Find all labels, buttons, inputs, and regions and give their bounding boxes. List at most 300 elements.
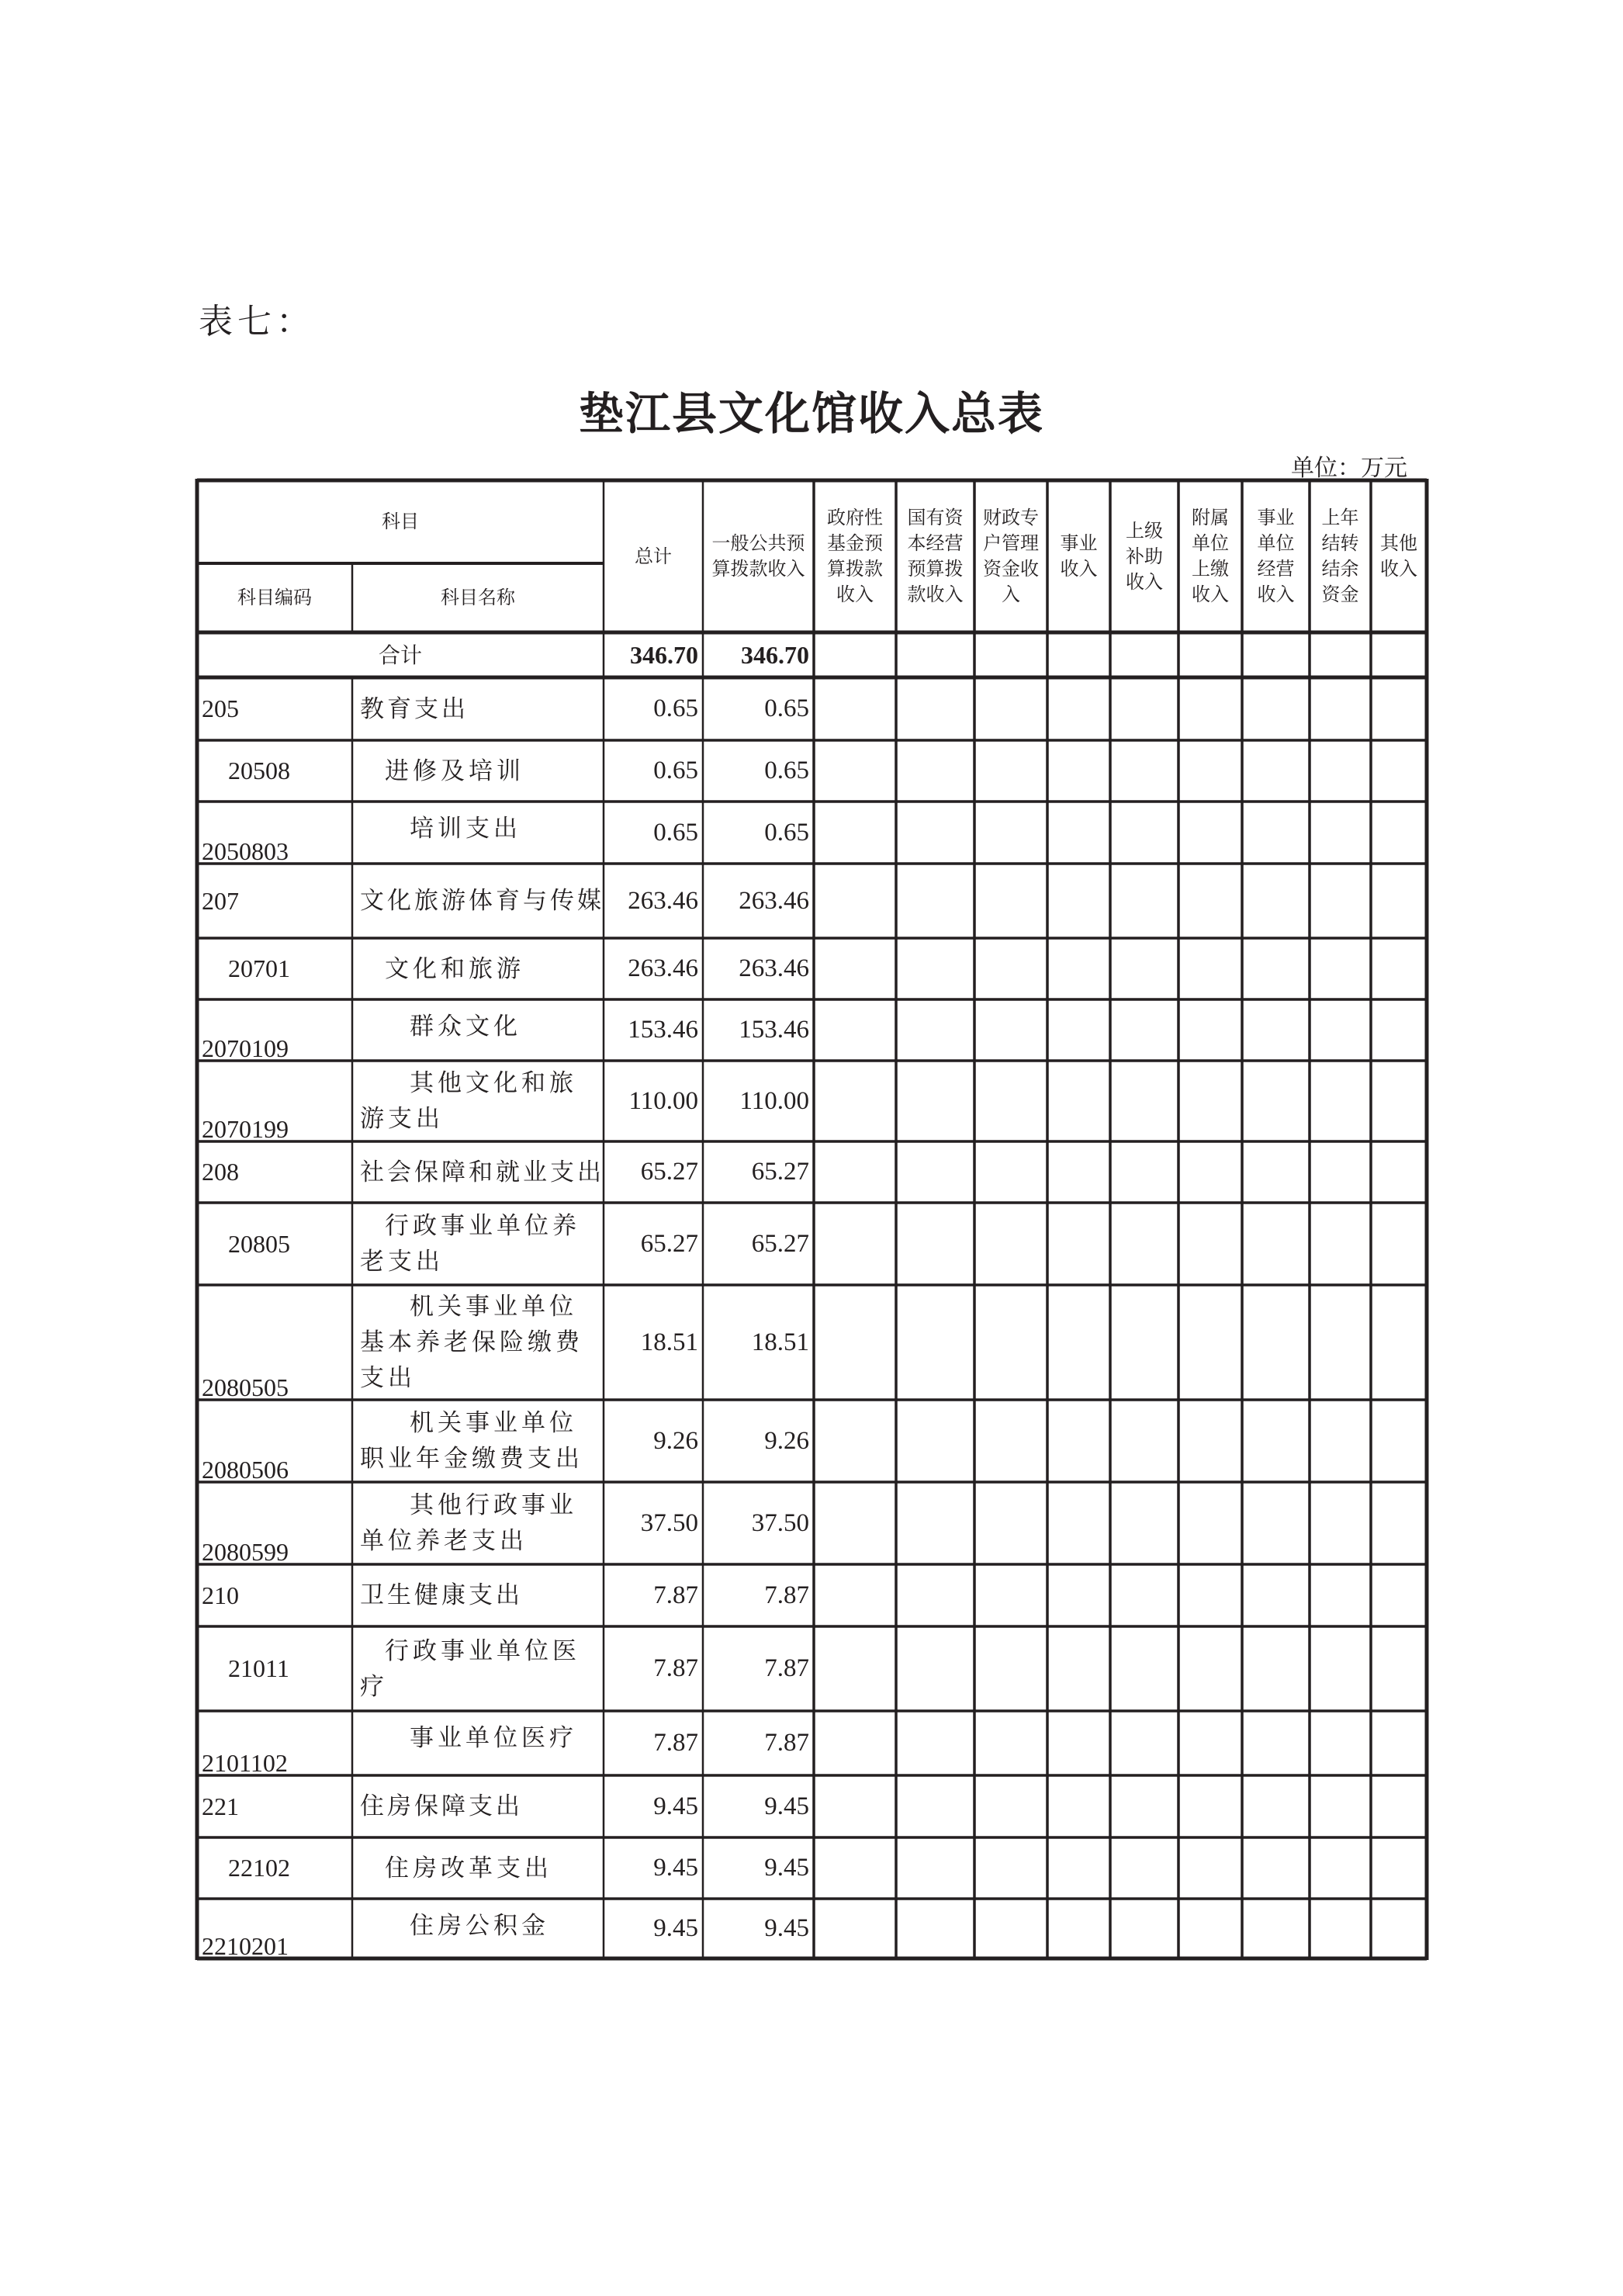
general-budget-value: 7.87 [764,1581,809,1609]
total-value: 153.46 [628,1016,698,1044]
total-value: 18.51 [640,1328,698,1356]
subject-code: 2080505 [202,1373,289,1401]
subject-name-cell [352,1626,604,1711]
total-value: 9.26 [653,1426,698,1455]
empty-cell [1310,1482,1371,1564]
general-budget-value: 0.65 [764,757,809,784]
empty-cell [814,1400,896,1482]
subject-name-cell [352,1400,604,1482]
header-column-label [635,544,672,570]
subject-name-line: 培训支出 [410,815,521,843]
empty-cell [814,632,896,677]
header-column [1371,480,1427,632]
empty-cell [896,1285,974,1400]
empty-cell [974,632,1047,677]
empty-cell [814,1711,896,1775]
total-label: 合计 [378,642,422,668]
empty-cell [1178,1061,1242,1141]
total-value: 9.45 [653,1914,698,1942]
empty-cell [974,802,1047,864]
empty-cell [814,1564,896,1626]
empty-cell [1047,1711,1110,1775]
empty-cell [896,1564,974,1626]
empty-cell [1047,632,1110,677]
empty-cell [1242,802,1310,864]
header-column-line: 结余 [1321,558,1359,580]
header-column-label [1322,505,1359,608]
empty-cell [814,938,896,999]
empty-cell [1178,1711,1242,1775]
header-column-line: 经营 [1257,558,1295,580]
subject-name-cell [352,1482,604,1564]
empty-cell [896,1141,974,1203]
total-value: 7.87 [653,1581,698,1609]
subject-name-line: 社会保障和就业支出 [360,1158,604,1186]
header-column-line: 收入 [1257,584,1295,605]
header-column-line: 上级 [1126,519,1163,542]
empty-cell [974,1837,1047,1899]
subject-name-cell [352,802,604,864]
subject-code: 2101102 [202,1749,288,1777]
total-cell [604,802,703,864]
empty-cell [896,1775,974,1837]
empty-cell [1047,1899,1110,1958]
subject-name-cell [352,677,604,740]
empty-cell [1047,802,1110,864]
subject-code-cell [197,938,352,999]
general-budget-cell [703,1775,814,1837]
total-cell [604,1564,703,1626]
general-budget-value: 18.51 [751,1328,809,1356]
total-value: 65.27 [640,1158,698,1186]
empty-cell [814,1626,896,1711]
empty-cell [1110,677,1178,740]
total-value: 110.00 [628,1086,698,1115]
total-value: 7.87 [653,1729,698,1757]
empty-cell [1371,1626,1427,1711]
subject-name-line: 基本养老保险缴费 [360,1328,583,1356]
empty-cell [1242,1775,1310,1837]
empty-cell [1310,1626,1371,1711]
header-column-line: 预算拨 [907,558,964,580]
subject-code-cell [197,1061,352,1141]
header-column-label [827,505,883,608]
empty-cell [1371,802,1427,864]
empty-cell [896,1203,974,1285]
subject-code: 207 [202,886,239,915]
general-budget-cell [703,1285,814,1400]
empty-cell [1110,1203,1178,1285]
general-budget-value: 65.27 [751,1229,809,1258]
empty-cell [1178,1400,1242,1482]
header-column-line: 资金 [1321,584,1359,605]
subject-name-line: 支出 [360,1364,416,1392]
empty-cell [1242,740,1310,802]
header-column-line: 入 [1002,584,1020,605]
general-budget-value: 9.45 [764,1792,809,1820]
empty-cell [1178,632,1242,677]
total-row-total [604,632,703,677]
header-column-label [1192,505,1229,608]
subject-code: 22102 [228,1854,290,1882]
empty-cell [814,1837,896,1899]
empty-cell [1110,1141,1178,1203]
empty-cell [1310,677,1371,740]
empty-cell [1310,1061,1371,1141]
empty-cell [1178,1564,1242,1626]
total-value: 7.87 [653,1654,698,1682]
header-column-label [1380,531,1417,582]
header-column [1310,480,1371,632]
empty-cell [1110,938,1178,999]
total-cell [604,1711,703,1775]
subject-name-cell [352,1203,604,1285]
empty-cell [1242,1482,1310,1564]
general-budget-value: 263.46 [739,954,809,982]
header-column-line: 基金预 [827,532,883,554]
subject-code-cell [197,1775,352,1837]
empty-cell [1371,1203,1427,1285]
total-cell [604,1899,703,1958]
general-budget-cell [703,1482,814,1564]
header-column-label [983,505,1039,608]
empty-cell [1310,1400,1371,1482]
subject-code-cell [197,1626,352,1711]
header-column-line: 款收入 [907,584,964,605]
total-cell [604,740,703,802]
empty-cell [1242,1899,1310,1958]
header-column [814,480,896,632]
empty-cell [1242,632,1310,677]
header-column-label [1258,505,1295,608]
subject-name-line: 其他文化和旅 [410,1069,577,1097]
header-column-line: 单位 [1192,532,1229,554]
total-value: 263.46 [628,886,698,915]
empty-cell [1178,1141,1242,1203]
general-budget-value: 263.46 [739,886,809,915]
general-budget-cell [703,1141,814,1203]
empty-cell [1371,938,1427,999]
subject-code-cell [197,999,352,1061]
subject-code: 2050803 [202,837,289,865]
general-budget-value: 37.50 [751,1508,809,1537]
subject-name-cell [352,740,604,802]
subject-name-line: 文化旅游体育与传媒 [360,887,604,915]
subject-code: 2070199 [202,1115,289,1143]
header-column-line: 事业 [1060,532,1098,554]
empty-cell [814,1061,896,1141]
empty-cell [1047,1626,1110,1711]
general-budget-cell [703,1711,814,1775]
general-budget-value: 110.00 [739,1086,809,1115]
empty-cell [1310,802,1371,864]
empty-cell [1178,1626,1242,1711]
header-column-label [1061,531,1098,582]
general-budget-cell [703,1564,814,1626]
empty-cell [1178,864,1242,938]
subject-code-cell [197,1899,352,1958]
subject-name-line: 游支出 [360,1105,444,1133]
empty-cell [1047,1775,1110,1837]
empty-cell [896,1482,974,1564]
subject-name-cell [352,1899,604,1958]
header-column-label [712,531,805,582]
empty-cell [1047,740,1110,802]
empty-cell [1110,1711,1178,1775]
empty-cell [896,632,974,677]
empty-cell [896,1899,974,1958]
general-budget-value: 9.26 [764,1426,809,1455]
header-column-line: 补助 [1126,545,1163,567]
header-column-label [1126,518,1163,595]
empty-cell [1371,1899,1427,1958]
empty-cell [1242,999,1310,1061]
header-column-line: 收入 [1126,570,1163,593]
total-value: 0.65 [653,757,698,784]
subject-name-cell [352,1285,604,1400]
empty-cell [896,1711,974,1775]
general-budget-value: 65.27 [751,1158,809,1186]
general-budget-cell [703,802,814,864]
header-column-line: 本经营 [907,532,964,554]
subject-name-cell [352,1837,604,1899]
empty-cell [1242,864,1310,938]
empty-cell [1242,1711,1310,1775]
empty-cell [1178,677,1242,740]
header-column-line: 国有资 [907,507,964,528]
total-value: 9.45 [653,1854,698,1882]
general-budget-value: 0.65 [764,694,809,722]
general-budget-value: 153.46 [739,1016,809,1044]
empty-cell [1371,999,1427,1061]
general-budget-cell [703,1626,814,1711]
general-budget-value: 9.45 [764,1854,809,1882]
header-column [1242,480,1310,632]
empty-cell [814,802,896,864]
subject-code: 20805 [228,1229,290,1258]
empty-cell [974,1400,1047,1482]
empty-cell [1310,864,1371,938]
empty-cell [974,1564,1047,1626]
subject-code: 208 [202,1158,239,1186]
empty-cell [1047,1285,1110,1400]
empty-cell [1110,1285,1178,1400]
empty-cell [1110,632,1178,677]
empty-cell [814,1203,896,1285]
empty-cell [1371,1564,1427,1626]
empty-cell [1178,1775,1242,1837]
empty-cell [1110,1775,1178,1837]
empty-cell [1178,1482,1242,1564]
subject-code-cell [197,1285,352,1400]
subject-code-cell [197,1837,352,1899]
subject-name-line: 其他行政事业 [410,1491,577,1519]
empty-cell [1047,1203,1110,1285]
subject-code-cell [197,1141,352,1203]
subject-code: 20508 [228,757,290,784]
total-value: 346.70 [630,640,698,669]
subject-code-cell [197,864,352,938]
header-column-line: 政府性 [827,507,883,528]
subject-name-line: 职业年金缴费支出 [360,1445,583,1473]
empty-cell [1047,1061,1110,1141]
empty-cell [1178,999,1242,1061]
subject-name-line: 文化和旅游 [385,954,524,983]
empty-cell [974,864,1047,938]
subject-code: 221 [202,1792,239,1820]
subject-name-cell [352,999,604,1061]
header-column [896,480,974,632]
subject-code: 2070109 [202,1034,289,1062]
general-budget-cell [703,1203,814,1285]
empty-cell [1110,802,1178,864]
total-value: 65.27 [640,1229,698,1258]
header-subject-group [197,480,604,563]
empty-cell [896,1626,974,1711]
subject-code-cell [197,1400,352,1482]
empty-cell [1310,1141,1371,1203]
empty-cell [814,1899,896,1958]
empty-cell [974,999,1047,1061]
general-budget-value: 346.70 [741,640,809,669]
empty-cell [1371,1837,1427,1899]
subject-code-cell [197,1203,352,1285]
total-cell [604,864,703,938]
header-column-line: 收入 [1192,584,1229,605]
empty-cell [974,1899,1047,1958]
subject-code-cell [197,1482,352,1564]
subject-name-line: 住房改革支出 [385,1854,552,1882]
total-value: 263.46 [628,954,698,982]
total-cell [604,1482,703,1564]
subject-name-cell [352,1141,604,1203]
empty-cell [974,1285,1047,1400]
subject-name-line: 机关事业单位 [410,1293,577,1321]
empty-cell [896,1837,974,1899]
empty-cell [1047,1482,1110,1564]
empty-cell [1110,999,1178,1061]
empty-cell [1110,1482,1178,1564]
empty-cell [974,1775,1047,1837]
header-column-line: 收入 [836,584,874,605]
empty-cell [1242,938,1310,999]
empty-cell [974,1482,1047,1564]
total-cell [604,677,703,740]
total-cell [604,999,703,1061]
subject-code: 2080506 [202,1456,289,1484]
page-title: 垫江县文化馆收入总表 [578,387,1044,440]
empty-cell [1371,1061,1427,1141]
empty-cell [1310,1711,1371,1775]
empty-cell [1047,1400,1110,1482]
empty-cell [1371,1711,1427,1775]
general-budget-cell [703,1400,814,1482]
subject-code: 210 [202,1581,239,1609]
empty-cell [974,1141,1047,1203]
unit-label: 单位：万元 [1291,455,1407,482]
subject-name-cell [352,938,604,999]
general-budget-cell [703,1899,814,1958]
empty-cell [814,677,896,740]
empty-cell [896,1061,974,1141]
general-budget-cell [703,677,814,740]
empty-cell [1310,632,1371,677]
subject-name-cell [352,864,604,938]
general-budget-value: 9.45 [764,1914,809,1942]
empty-cell [896,864,974,938]
header-column-line: 收入 [1060,558,1098,580]
header-column-line: 一般公共预 [711,532,805,554]
empty-cell [896,677,974,740]
subject-name-line: 行政事业单位医 [385,1636,580,1665]
empty-cell [1178,1285,1242,1400]
empty-cell [1047,864,1110,938]
subject-code-cell [197,677,352,740]
empty-cell [1242,1203,1310,1285]
header-column-line: 事业 [1257,507,1295,528]
empty-cell [1242,1837,1310,1899]
header-subject-code [197,563,352,632]
subject-name-line: 行政事业单位养 [385,1212,580,1240]
header-column-line: 总计 [635,545,672,567]
empty-cell [1047,677,1110,740]
empty-cell [1310,1837,1371,1899]
general-budget-cell [703,938,814,999]
empty-cell [1310,1285,1371,1400]
empty-cell [974,938,1047,999]
header-column-line: 单位 [1257,532,1295,554]
empty-cell [1310,1203,1371,1285]
general-budget-cell [703,999,814,1061]
empty-cell [1178,802,1242,864]
header-column-line: 收入 [1380,558,1417,580]
header-column-line: 上年 [1321,507,1359,528]
header-column-line: 财政专 [983,507,1039,528]
empty-cell [1371,740,1427,802]
empty-cell [814,1775,896,1837]
header-subject-group-label: 科目 [382,511,419,532]
general-budget-cell [703,740,814,802]
subject-name-line: 卫生健康支出 [360,1581,523,1609]
empty-cell [1371,864,1427,938]
subject-code-cell [197,1711,352,1775]
empty-cell [1047,999,1110,1061]
total-cell [604,1061,703,1141]
header-column-line: 资金收 [983,558,1039,580]
empty-cell [1310,1775,1371,1837]
subject-code: 205 [202,694,239,722]
empty-cell [896,740,974,802]
empty-cell [1242,1626,1310,1711]
total-cell [604,1285,703,1400]
general-budget-value: 0.65 [764,818,809,847]
empty-cell [1110,1837,1178,1899]
subject-name-line: 老支出 [360,1248,444,1276]
total-cell [604,1626,703,1711]
header-column-line: 上缴 [1192,558,1229,580]
total-value: 0.65 [653,694,698,722]
empty-cell [814,864,896,938]
empty-cell [1242,1400,1310,1482]
total-value: 37.50 [640,1508,698,1537]
subject-code: 2210201 [202,1932,289,1960]
empty-cell [1110,864,1178,938]
general-budget-value: 7.87 [764,1654,809,1682]
empty-cell [1110,740,1178,802]
empty-cell [896,938,974,999]
subject-name-line: 教育支出 [360,694,469,723]
total-cell [604,1203,703,1285]
